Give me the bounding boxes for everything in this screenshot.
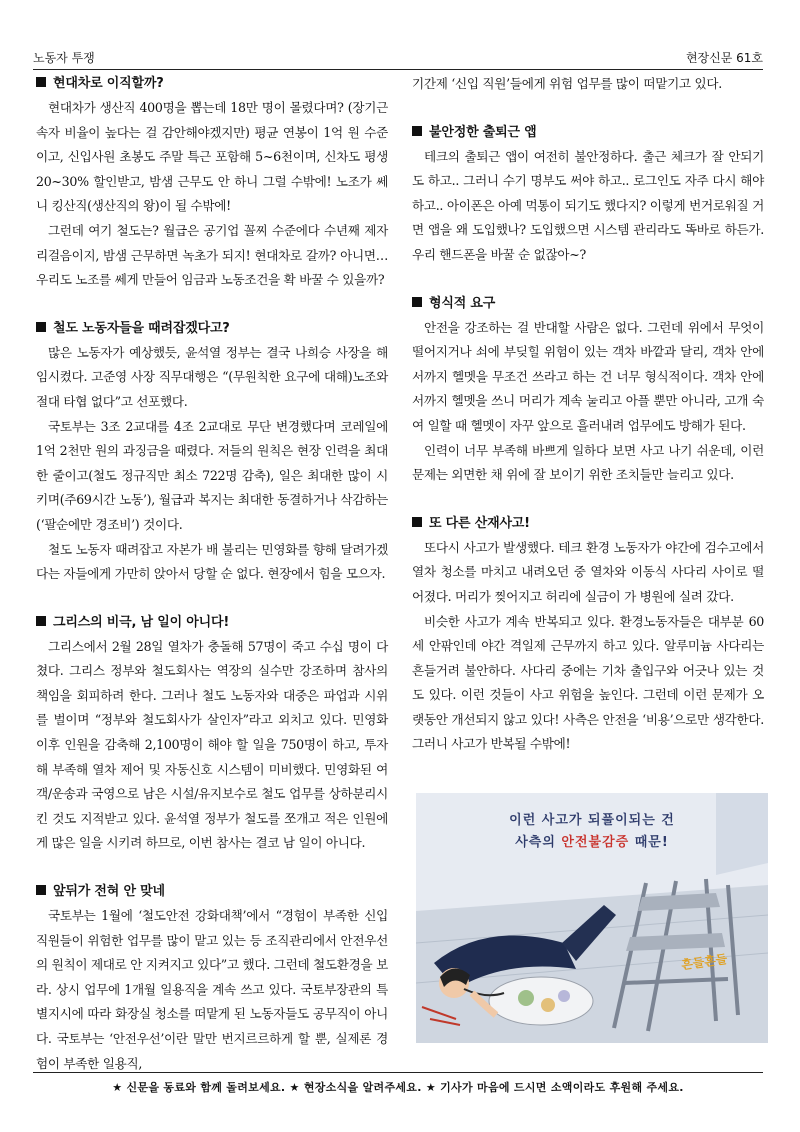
illustration-caption-line2: 사측의 안전불감증 때문! [515,835,669,850]
article-continuation: 기간제 ‘신입 직원’들에게 위험 업무를 많이 떠맡기고 있다. [412,76,722,91]
illustration-sound-effect: 흔들흔들 [680,951,729,973]
illustration-caption-line1: 이런 사고가 되풀이되는 건 [509,813,675,828]
left-column [36,72,388,1076]
bullet-square-icon [36,885,46,895]
article-paragraph: 그런데 여기 철도는? 월급은 공기업 꼴찌 수준에다 수년째 제자리걸음이지, 밤샘 근무하면 녹초가 되지! 현대차로 갈까? 아니면… 우리도 노조를 쎄게 만들어 임금과 노동조건을 확 바꿀 수 있을까? [36,222,388,288]
header-issue-label: 현장신문 61호 [685,51,763,65]
bullet-square-icon [36,616,46,626]
article-paragraph: 국토부는 1월에 ‘철도안전 강화대책’에서 “경험이 부족한 신입 직원들이 위험한 업무를 많이 맡고 있는 등 조직관리에서 안전우선의 원칙이 제대로 안 지켜지고 있다”고 했다. 그런데 철도환경을 보라. 상시 업무에 1개월 일용직을 계속 쓰고 있다. 국토부장관의 특별지시에 따라 화장실 청소를 떠맡게 된 노동자들도 공무직이 아니다. 국토부는 ‘안전우선’이란 말만 번지르르하게 할 뿐, 실제론 경험이 부족한 일용직, [36,908,388,1071]
article-paragraph: 많은 노동자가 예상했듯, 윤석열 정부는 결국 나희승 사장을 해임시켰다. 고준영 사장 직무대행은 “(무원칙한 요구에 대해)노조와 절대 타협 없다”고 선포했다. [36,344,388,409]
article-paragraph: 테크의 출퇴근 앱이 여전히 불안정하다. 출근 체크가 잘 안되기도 하고.. 그러니 수기 명부도 써야 하고.. 로그인도 자주 다시 해야 하고.. 아이폰은 아예 먹통이 되기도 했다지? 이렇게 번거로워질 거면 앱을 왜 도입했나? 도입했으면 시스템 관리라도 똑바로 하든가. 우리 핸드폰을 바꿀 순 없잖아~? [412,148,764,262]
article-paragraph: 그리스에서 2월 28일 열차가 충돌해 57명이 죽고 수십 명이 다쳤다. 그리스 정부와 철도회사는 역장의 실수만 강조하며 참사의 책임을 회피하려 한다. 그러나 철도 노동자와 대중은 파업과 시위를 벌이며 “정부와 철도회사가 살인자”라고 외치고 있다. 민영화 이후 인원을 감축해 2,100명이 해야 할 일을 750명이 하고, 투자해 부족해 열차 제어 및 자동신호 시스템이 미비했다. 민영화된 여객/운송과 국영으로 남은 시설/유지보수로 철도 업무를 상하분리시킨 것도 지적받고 있다. 윤석열 정부가 철도를 쪼개고 적은 인원에게 많은 일을 시키려 하므로, 이번 참사는 결코 남 일이 아니다. [36,638,388,851]
article-title: 현대차로 이직할까? [36,72,388,96]
bullet-square-icon [412,126,422,136]
article-hyundai [36,72,388,293]
article-paragraph: 인력이 너무 부족해 바쁘게 일하다 보면 사고 나기 쉬운데, 이런 문제는 외면한 채 위에 잘 보이기 위한 조치들만 늘리고 있다. [412,442,764,483]
article-greece [36,611,388,856]
article-title: 그리스의 비극, 남 일이 아니다! [36,611,388,635]
page-footer: ★ 신문을 동료와 함께 돌려보세요. ★ 현장소식을 알려주세요. ★ 기사가 마음에 드시면 소액이라도 후원해 주세요. [33,1072,763,1103]
article-title: 앞뒤가 전혀 안 맞네 [36,880,388,904]
article-inconsistent [36,880,388,1076]
header-section-label: 노동자 투쟁 [33,51,95,65]
article-title: 형식적 요구 [412,292,764,316]
article-paragraph: 철도 노동자 때려잡고 자본가 배 불리는 민영화를 향해 달려가겠다는 자들에게 가만히 앉아서 당할 순 없다. 현장에서 힘을 모으자. [36,541,388,582]
article-crackdown [36,317,388,587]
bullet-square-icon [36,77,46,87]
article-title: 불안정한 출퇴근 앱 [412,121,764,145]
article-accident [412,512,764,757]
bullet-square-icon [412,297,422,307]
article-paragraph: 비슷한 사고가 계속 반복되고 있다. 환경노동자들은 대부분 60세 안팎인데 야간 격일제 근무까지 하고 있다. 알루미늄 사다리는 흔들거려 불안하다. 사다리 중에는 기차 출입구와 어긋나 있는 것도 있다. 이런 것들이 사고 위험을 높인다. 그런데 이런 문제가 오랫동안 개선되지 않고 있다! 사측은 안전을 ‘비용’으로만 생각한다. 그러니 사고가 반복될 수밖에! [412,613,764,752]
page-header [33,44,763,70]
bullet-square-icon [412,517,422,527]
article-formal-demand [412,292,764,488]
article-paragraph: 현대차가 생산직 400명을 뽑는데 18만 명이 몰렸다며? (장기근속자 비율이 높다는 걸 감안해야겠지만) 평균 연봉이 1억 원 수준이고, 신입사원 초봉도 주말 특근 포함해 5~6천이며, 신차도 평생 20~30% 할인받고, 밤샘 근무도 안 하니 그럴 수밖에! 노조가 쎄니 킹산직(생산직의 왕)이 될 수밖에! [36,100,388,214]
article-commute-app [412,121,764,268]
article-title: 철도 노동자들을 때려잡겠다고? [36,317,388,341]
bullet-square-icon [36,322,46,332]
article-paragraph: 또다시 사고가 발생했다. 테크 환경 노동자가 야간에 검수고에서 열차 청소를 마치고 내려오던 중 열차와 이동식 사다리 사이로 떨어졌다. 머리가 찢어지고 허리에 실금이 가 병원에 실려 갔다. [412,539,764,604]
article-paragraph: 국토부는 3조 2교대를 4조 2교대로 무단 변경했다며 코레일에 1억 2천만 원의 과징금을 때렸다. 저들의 원칙은 현장 인력을 최대한 줄이고(철도 정규직만 최소 722명 감축), 일은 최대한 많이 시키며(주69시간 노동’), 월급과 복지는 최대한 동결하거나 삭감하는(‘팔순에만 경조비’) 것이다. [36,418,388,532]
article-title: 또 다른 산재사고! [412,512,764,536]
accident-illustration [416,793,768,1043]
article-paragraph: 안전을 강조하는 걸 반대할 사람은 없다. 그런데 위에서 무엇이 떨어지거나 쇠에 부딪힐 위험이 있는 객차 바깥과 달리, 객차 안에서까지 헬멧을 무조건 쓰라고 하는 건 너무 형식적이다. 객차 안에서까지 헬멧을 쓰니 머리가 계속 눌리고 아플 뿐만 아니라, 고개 숙여 일할 때 헬멧이 자꾸 앞으로 흘러내려 업무에도 방해가 된다. [412,319,764,433]
right-column [412,72,764,757]
